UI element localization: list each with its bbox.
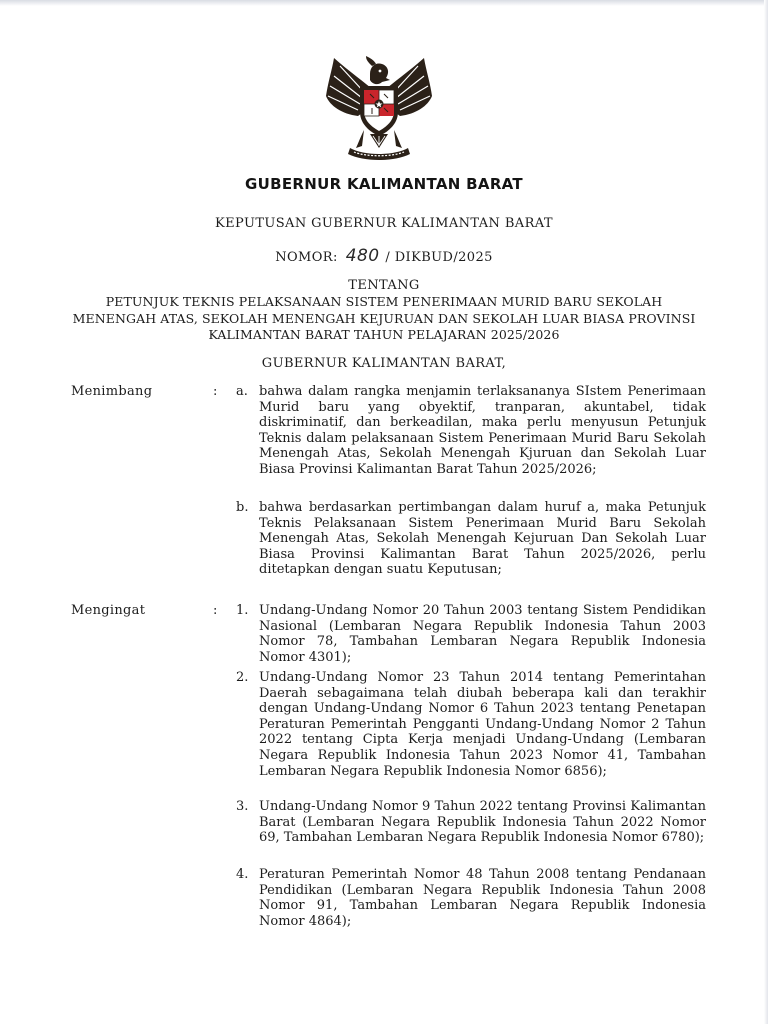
menimbang-label: Menimbang — [71, 384, 153, 399]
item-text: Undang-Undang Nomor 23 Tahun 2014 tentang Pemerintahan Daerah sebagaimana telah diubah beberapa kali dan terakhir dengan Undang-Undang Nomor 6 Tahun 2023 tentang Penetapan Peraturan Pemerintah Pengganti Undang-Undang Nomor 2 Tahun 2022 tentang Cipta Kerja menjadi Undang-Undang (Lembaran Negara Republik Indonesia Tahun 2023 Nomor 41, Tambahan Lembaran Negara Republik Indonesia Nomor 6856); — [259, 670, 706, 779]
mengingat-item-2 — [236, 670, 706, 779]
mengingat-item-3 — [236, 799, 706, 846]
item-marker: b. — [236, 500, 249, 515]
item-marker: a. — [236, 384, 248, 399]
item-text: Undang-Undang Nomor 20 Tahun 2003 tentang Sistem Pendidikan Nasional (Lembaran Negara Republik Indonesia Tahun 2003 Nomor 78, Tambahan Lembaran Negara Republik Indonesia Nomor 4301); — [259, 603, 706, 665]
number-suffix: / DIKBUD/2025 — [385, 250, 493, 265]
governor-title: GUBERNUR KALIMANTAN BARAT — [245, 175, 523, 193]
decree-subject-text: PETUNJUK TEKNIS PELAKSANAAN SISTEM PENERIMAAN MURID BARU SEKOLAH MENENGAH ATAS, SEKOLAH MENENGAH KEJURUAN DAN SEKOLAH LUAR BIASA PROVINSI KALIMANTAN BARAT TAHUN PELAJARAN 2025/2026 — [72, 294, 696, 342]
item-text: Undang-Undang Nomor 9 Tahun 2022 tentang Provinsi Kalimantan Barat (Lembaran Negara Republik Indonesia Tahun 2022 Nomor 69, Tambahan Lembaran Negara Republik Indonesia Nomor 6780); — [259, 799, 706, 846]
menimbang-item-b — [236, 500, 706, 578]
mengingat-label: Mengingat — [71, 603, 146, 618]
item-marker: 2. — [236, 670, 249, 685]
item-text: Peraturan Pemerintah Nomor 48 Tahun 2008 tentang Pendanaan Pendidikan (Lembaran Negara Republik Indonesia Tahun 2008 Nomor 91, Tambahan Lembaran Negara Republik Indonesia Nomor 4864); — [259, 867, 706, 929]
decree-title: KEPUTUSAN GUBERNUR KALIMANTAN BARAT — [215, 216, 553, 231]
menimbang-colon: : — [213, 384, 218, 399]
menimbang-item-a — [236, 384, 706, 478]
scan-top-edge — [0, 0, 768, 6]
item-text: bahwa dalam rangka menjamin terlaksananya SIstem Penerimaan Murid baru yang obyektif, tranparan, akuntabel, tidak diskriminatif, dan berkeadilan, maka perlu menyusun Petunjuk Teknis dalam pelaksanaan Sistem Penerimaan Murid Baru Sekolah Menengah Atas, Sekolah Menengah Kjuruan dan Sekolah Luar Biasa Provinsi Kalimantan Barat Tahun 2025/2026; — [259, 384, 706, 477]
scan-right-edge — [764, 0, 768, 1024]
about-label: TENTANG — [348, 278, 420, 293]
mengingat-colon: : — [213, 603, 218, 618]
governor-name: GUBERNUR KALIMANTAN BARAT, — [261, 356, 507, 371]
item-text: bahwa berdasarkan pertimbangan dalam huruf a, maka Petunjuk Teknis Pelaksanaan Sistem Penerimaan Murid Baru Sekolah Menengah Atas, Sekolah Menengah Kejuruan Dan Sekolah Luar Biasa Provinsi Kalimantan Barat Tahun 2025/2026, perlu ditetapkan dengan suatu Keputusan; — [259, 500, 706, 578]
item-marker: 3. — [236, 799, 249, 814]
decree-subject — [0, 294, 768, 344]
mengingat-item-4 — [236, 867, 706, 929]
item-marker: 1. — [236, 603, 249, 618]
mengingat-item-1 — [236, 603, 706, 665]
handwritten-number: 480 — [345, 246, 380, 266]
number-prefix: NOMOR: — [275, 250, 338, 265]
item-marker: 4. — [236, 867, 249, 882]
garuda-pancasila-emblem-icon — [320, 52, 438, 162]
decree-number — [0, 246, 768, 266]
